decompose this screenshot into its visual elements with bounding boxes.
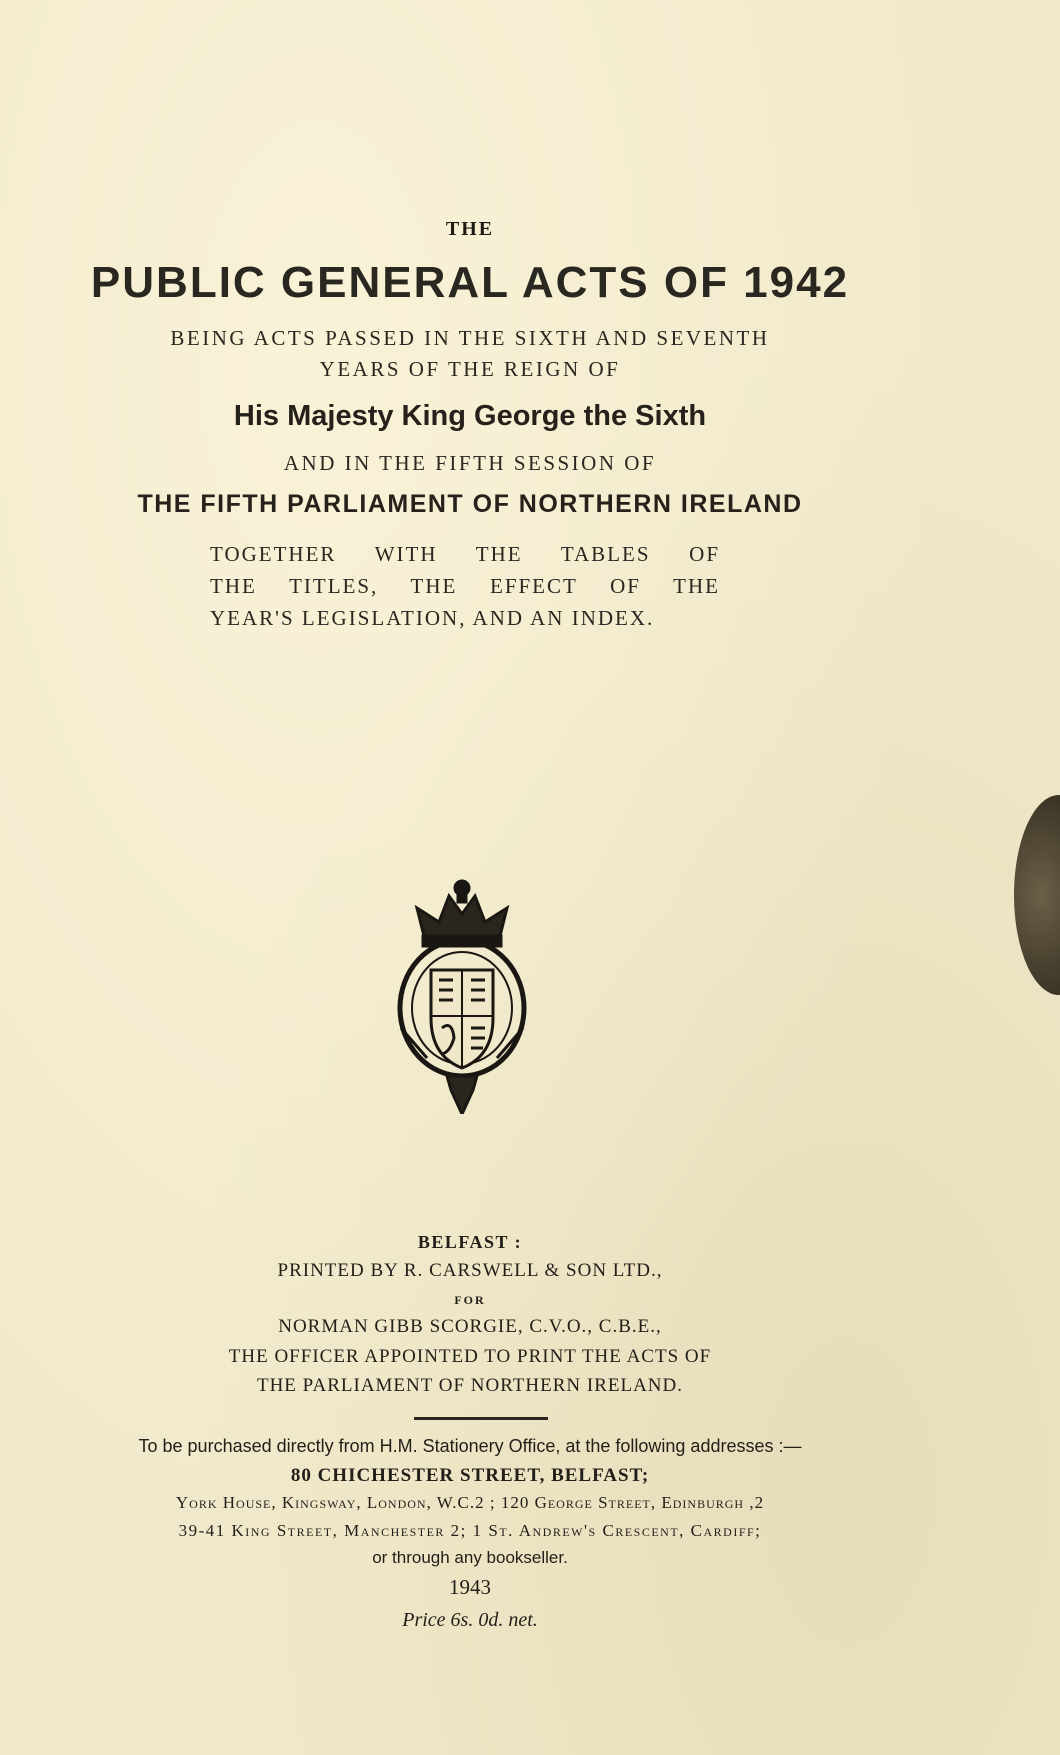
sales-address-manchester-cardiff: 39-41 King Street, Manchester 2; 1 St. Andrew's Crescent, Cardiff; bbox=[178, 1521, 762, 1540]
majesty-line: His Majesty King George the Sixth bbox=[233, 400, 707, 432]
imprint-printer: PRINTED BY R. CARSWELL & SON LTD., bbox=[277, 1260, 663, 1281]
price-line: Price 6s. 0d. net. bbox=[402, 1609, 538, 1631]
divider-rule bbox=[414, 1417, 548, 1420]
imprint-officer-role-1: THE OFFICER APPOINTED TO PRINT THE ACTS OF bbox=[228, 1346, 712, 1367]
imprint-city: BELFAST : bbox=[417, 1232, 523, 1252]
title-the: THE bbox=[445, 218, 495, 240]
sales-intro: To be purchased directly from H.M. Stationery Office, at the following addresses :— bbox=[138, 1436, 802, 1456]
royal-coat-of-arms-icon bbox=[387, 878, 537, 1114]
imprint-officer-role-2: THE PARLIAMENT OF NORTHERN IRELAND. bbox=[256, 1375, 683, 1396]
imprint-for: FOR bbox=[454, 1293, 486, 1307]
sales-address-belfast: 80 CHICHESTER STREET, BELFAST; bbox=[290, 1465, 650, 1486]
sales-booksellers: or through any bookseller. bbox=[372, 1548, 568, 1567]
sales-address-london-edinburgh: York House, Kingsway, London, W.C.2 ; 120 George Street, Edinburgh ,2 bbox=[175, 1493, 765, 1512]
main-title: PUBLIC GENERAL ACTS OF 1942 bbox=[90, 258, 850, 307]
tables-line-1: TOGETHER WITH THE TABLES OF bbox=[210, 542, 720, 566]
reign-line-2: YEARS OF THE REIGN OF bbox=[319, 357, 621, 381]
imprint-officer-name: NORMAN GIBB SCORGIE, C.V.O., C.B.E., bbox=[278, 1316, 662, 1337]
reign-line-1: BEING ACTS PASSED IN THE SIXTH AND SEVENTH bbox=[170, 326, 770, 350]
parliament-line: THE FIFTH PARLIAMENT OF NORTHERN IRELAND bbox=[137, 490, 803, 518]
publication-year: 1943 bbox=[449, 1575, 491, 1599]
tables-line-3: YEAR'S LEGISLATION, AND AN INDEX. bbox=[210, 606, 655, 630]
page-edge-tab bbox=[1014, 795, 1060, 995]
tables-line-2: THE TITLES, THE EFFECT OF THE bbox=[210, 574, 720, 598]
session-line: AND IN THE FIFTH SESSION OF bbox=[283, 451, 657, 475]
